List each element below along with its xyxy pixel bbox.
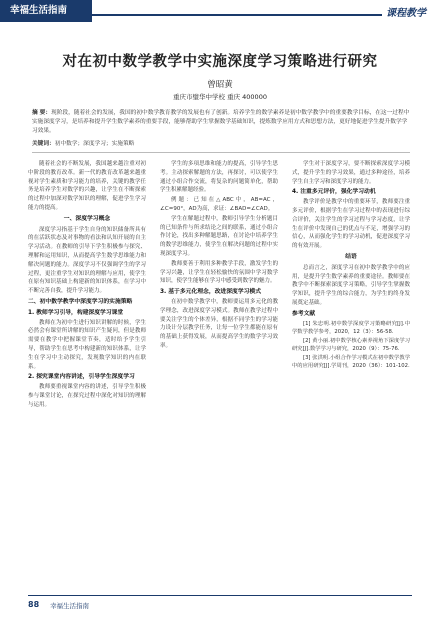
journal-tag: 幸福生活指南 <box>0 0 92 22</box>
section-heading-2: 二、初中数学教学中深度学习的实施策略 <box>28 298 133 305</box>
abstract-label: 摘 要： <box>32 110 52 116</box>
subsection-heading-4: 4. 注重多元评价，强化学习动机 <box>292 189 376 196</box>
abstract <box>32 109 410 137</box>
conclusion-heading: 结语 <box>345 253 357 260</box>
example-problem: 例题：已知在△ABC中，AB=AC，∠C=90°，AD为高，求证：∠BAD=∠CAD。 <box>160 197 278 212</box>
body-column-3 <box>292 160 410 371</box>
keywords-label: 关键词： <box>32 141 55 147</box>
keywords <box>32 140 410 149</box>
page-number: 88 <box>28 600 40 609</box>
keywords-text: 初中数学；深度学习；实施策略 <box>54 141 135 147</box>
body-paragraph: 教师在为初中生进行知识讲解的时候，学生必然会有课堂所讲解的知识产生疑问，但是教师需要在教学中把握课堂节奏，适时给予学生引导，帮助学生在思考中构建新的知识体系，让学生在学习中主动探究，发现数学知识的内在联系。 <box>28 319 146 370</box>
body-paragraph: 学生的多项思维和能力的提高，引导学生思考。主动探索解题的方法，再探讨，可以使学生通过小组合作交流，将复杂的问题简单化，帮助学生积累解题经验。 <box>160 161 278 194</box>
reference-item: [3] 张洪明.小组合作学习模式在初中数学教学中的应用研究[J].学周刊，2020（36）：101-102. <box>292 354 410 369</box>
intro-paragraph: 随着社会的不断发展，我国越来越注重对初中阶段的教育改革。新一代的教育改革越来越重视对学生素质和学习能力的培养，关键的教学任务是培养学生对数学的兴趣，让学生在不断探索的过程中加深对数学知识的理解，促进学生学习能力的提高。 <box>28 161 146 211</box>
body-paragraph: 学生对于深度学习，要不断探索深度学习模式，提升学生的学习效果，通过多种途径，培养学生自主学习和深度学习的能力。 <box>292 161 410 185</box>
body-paragraph: 在初中数学教学中，教师要运用多元化的教学理念，改进深度学习模式。教师在教学过程中要关注学生的个体差异，根据不同学生的学习能力设计分层教学任务，让每一位学生都能在原有的基础上获得发展，从而提高学生的数学学习效率。 <box>160 298 278 349</box>
abstract-divider <box>32 152 410 153</box>
article-title: 对在初中数学教学中实施深度学习策略进行研究 <box>62 53 378 70</box>
article-affiliation: 重庆市璧华中学校 重庆 400000 <box>173 93 267 101</box>
body-paragraph: 教师要善于利用多种教学手段，激发学生的学习兴趣，让学生在轻松愉快的氛围中学习数学知识，使学生能够在学习中感受到数学的魅力。 <box>160 260 278 285</box>
body-paragraph: 教学评价是教学中的重要环节，教师要注重多元评价，根据学生在学习过程中的表现进行综合评价，关注学生的学习过程与学习态度，让学生在评价中发现自己的优点与不足，增强学习的信心，从而强化学生的学习动机，促进深度学习的有效开展。 <box>292 199 410 250</box>
footer-rule <box>28 595 412 596</box>
subsection-heading-1: 1. 教师学习引导，构建深度学习课堂 <box>28 309 124 316</box>
footer-journal-name: 幸福生活指南 <box>50 602 89 610</box>
column-tag: 课程教学 <box>386 8 426 19</box>
page-header <box>0 0 440 22</box>
body-column-2 <box>160 160 278 352</box>
reference-item: [1] 朱忠明.初中数学深度学习策略研究[J].中学数学教学参考，2020，12（3）：56-58. <box>292 320 410 335</box>
subsection-heading-2: 2. 探究课堂内容讲述，引导学生深度学习 <box>28 374 135 381</box>
abstract-text: 现阶段，随着社会的发展，我国的初中数学教育教学的发展也有了创新。培养学生的数学素养是初中数学教学中的重要教学目标，在这一过程中实施深度学习，是培养和提升学生数学素养的重要手段，能够帮助学生掌握数学基础知识，提炼数学应用方式和思想方法，更好地促进学生提升数学学习效果。 <box>32 110 410 135</box>
body-paragraph: 教师要重视课堂内容的讲述，引导学生积极参与课堂讨论，在探究过程中深化对知识的理解与运用。 <box>28 384 146 408</box>
header-rule <box>92 14 382 16</box>
reference-item: [2] 黄小丽.初中数学核心素养视角下深度学习研究[J].数学学习与研究，2020（9）：75-76. <box>292 337 410 352</box>
subsection-heading-3: 3. 基于多元化理念，改进深度学习模式 <box>160 289 262 296</box>
conclusion-paragraph: 总而言之，深度学习在初中数学教学中的应用，是提升学生数学素养的重要途径。教师要在教学中不断探索深度学习策略，引导学生掌握数学知识，提升学生的综合能力，为学生的终身发展奠定基础。 <box>292 264 410 306</box>
section-heading-1: 一、深度学习概念 <box>63 215 111 222</box>
body-paragraph: 学生在解题过程中，教师引导学生分析题目的已知条件与所求结论之间的联系，通过小组合作讨论，找出多种解题思路，在讨论中培养学生的数学思维能力，使学生在解决问题的过程中实现深度学习。 <box>160 215 278 257</box>
body-column-1 <box>28 160 146 411</box>
article-author: 曾昭黄 <box>207 80 233 90</box>
references-heading: 参考文献 <box>292 310 316 317</box>
body-paragraph: 深度学习指基于学生自身的知识储备所具有的在活跃状态及对事物的看法和认知开展的自主学习活动。在教师的引导下学生积极参与探究、理解和运用知识，从而提高学生数学思维能力和解决问题的能力。深度学习不仅强调学生的学习过程，更注重学生对知识的理解与应用，使学生在原有知识基础上构建新的知识体系，在学习中不断完善自我，提升学习能力。 <box>28 226 146 295</box>
